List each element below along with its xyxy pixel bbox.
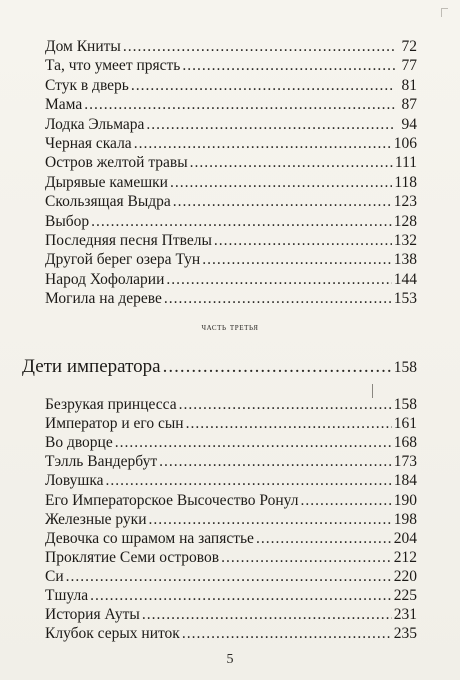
toc-entry-page: 81	[401, 76, 417, 94]
toc-entry-page: 161	[393, 415, 417, 433]
toc-entry-page: 94	[401, 115, 417, 133]
toc-entry-title: Дом Книты	[45, 38, 121, 55]
toc-entry	[45, 623, 417, 645]
toc-entry-page: 204	[393, 529, 417, 547]
leader-dots	[163, 354, 392, 380]
toc-entry-page: 118	[394, 173, 417, 191]
toc-entry-title: Клубок серых ниток	[45, 625, 180, 643]
toc-entry-title: Последняя песня Птвелы	[45, 232, 212, 249]
toc-entry-page: 87	[401, 96, 417, 114]
toc-entry-page: 128	[393, 212, 417, 230]
toc-entry-page: 190	[393, 491, 417, 509]
section-entry	[22, 354, 417, 380]
toc-entry-title: Народ Хофоларии	[45, 270, 165, 288]
toc-entry-title: Девочка со шрамом на запястье	[45, 529, 254, 547]
toc-entry-page: 235	[393, 625, 417, 643]
toc-entry-title: Могила на дереве	[45, 290, 162, 308]
corner-mark	[441, 8, 448, 17]
toc-entry	[45, 288, 417, 310]
toc-entry-page: 225	[393, 587, 417, 604]
toc-entry-page: 168	[393, 434, 417, 452]
toc-entry-page: 220	[393, 567, 417, 585]
toc-entry-page: 212	[393, 548, 417, 566]
toc-entry-title: Император и его сын	[45, 415, 184, 433]
page-number: 5	[226, 652, 234, 667]
toc-entry-page: 198	[393, 510, 417, 528]
toc-entry-title: Тшула	[45, 587, 89, 604]
toc-entry-page: 72	[401, 38, 417, 55]
toc-entry-page: 106	[393, 135, 417, 152]
part-heading: часть третья	[201, 322, 259, 333]
toc-entry-page: 144	[393, 270, 417, 288]
toc-entry-title: Скользящая Выдра	[45, 193, 171, 211]
toc-entry-title: История Ауты	[45, 606, 140, 624]
toc-entry-title: Ловушка	[45, 472, 104, 490]
toc-entry-title: Железные руки	[45, 510, 147, 528]
leader-dots	[182, 623, 392, 645]
toc-entry-page: 123	[393, 193, 417, 211]
toc-entry-page: 184	[393, 472, 417, 490]
toc-entry-page: 231	[393, 606, 417, 624]
section-page: 158	[393, 359, 417, 376]
toc-entry-title: Та, что умеет прясть	[45, 57, 181, 75]
leader-dots	[164, 288, 392, 310]
toc-entry-page: 77	[401, 57, 417, 75]
toc-entry-title: Стук в дверь	[45, 76, 129, 94]
toc-entry-title: Выбор	[45, 212, 90, 230]
toc-entry-page: 132	[393, 232, 417, 249]
toc-entry-title: Мама	[45, 96, 83, 114]
toc-entry-title: Лодка Эльмара	[45, 115, 145, 133]
toc-entry-title: Другой берег озера Тун	[45, 251, 201, 269]
toc-entry-title: Остров желтой травы	[45, 154, 188, 172]
toc-entry-page: 158	[393, 396, 417, 413]
toc-entry-title: Тэлль Вандербут	[45, 453, 158, 471]
toc-entry-title: Дырявые камешки	[45, 173, 168, 191]
toc-entry-title: Безрукая принцесса	[45, 396, 177, 413]
toc-entry-page: 111	[394, 154, 417, 172]
section-title: Дети императора	[22, 356, 161, 377]
toc-entry-title: Во дворце	[45, 434, 113, 452]
toc-entry-page: 153	[393, 290, 417, 308]
toc-entry-page: 138	[393, 251, 417, 269]
toc-entry-title: Черная скала	[45, 135, 132, 152]
toc-entry-title: Си	[45, 567, 64, 585]
toc-entry-title: Проклятие Семи островов	[45, 548, 220, 566]
toc-entry-title: Его Императорское Высочество Ронул	[45, 491, 299, 509]
toc-entry-page: 173	[393, 453, 417, 471]
